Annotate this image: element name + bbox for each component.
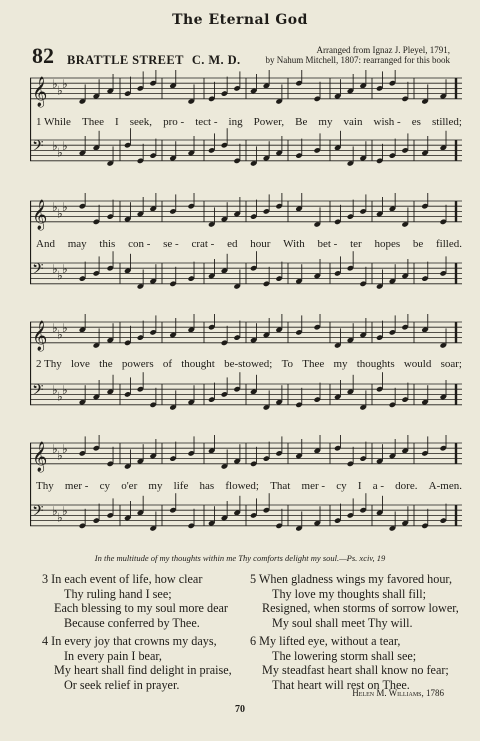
lyric-syllable: my [148,480,163,492]
stanza-line: Each blessing to my soul more dear [54,601,228,615]
flat-icon: ♭ [57,448,63,463]
flat-icon: ♭ [52,321,58,336]
lyric-syllable: dore. [395,480,418,492]
stanza-line: My soul shall meet Thy will. [272,615,413,630]
flat-icon: ♭ [52,442,58,457]
lyric-syllable: hopes [374,238,401,250]
lyric-syllable: se - [163,238,179,250]
lyric-syllable: ed [227,238,238,250]
flat-icon: ♭ [57,327,63,342]
lyric-line-2 [36,238,462,250]
lyric-syllable: I [357,480,362,492]
treble-clef-icon: 𝄞 [32,441,48,472]
lyric-line-4 [36,480,462,492]
flat-icon: ♭ [57,510,63,525]
flat-icon: ♭ [62,139,68,154]
treble-clef-icon: 𝄞 [32,320,48,351]
flat-icon: ♭ [52,383,58,398]
flat-icon: ♭ [52,262,58,277]
lyric-syllable: thoughts [356,358,395,370]
lyric-syllable: con - [128,238,151,250]
lyric-syllable: es [411,116,421,128]
lyric-syllable: wish - [373,116,401,128]
lyric-syllable: Thee [81,116,104,128]
lyric-syllable: my [318,116,333,128]
flat-icon: ♭ [57,145,63,160]
flat-icon: ♭ [57,268,63,283]
lyric-syllable: stilled; [431,116,462,128]
bass-clef-icon: 𝄢 [32,137,44,159]
flat-icon: ♭ [52,200,58,215]
flat-icon: ♭ [52,504,58,519]
lyric-syllable: ter [350,238,362,250]
lyric-syllable: soar; [440,358,462,370]
bass-clef-icon: 𝄢 [32,502,44,524]
lyric-syllable: A-men. [428,480,462,492]
stanza-line: Because conferred by Thee. [64,615,200,630]
flat-icon: ♭ [62,200,68,215]
lyric-syllable: flowed; [225,480,259,492]
lyric-syllable: cy [336,480,347,492]
lyric-syllable: seek, [129,116,153,128]
stanza-line: Or seek relief in prayer. [64,677,180,692]
lyric-syllable: has [199,480,215,492]
lyric-syllable: life [173,480,189,492]
lyric-syllable: vain [343,116,363,128]
lyric-syllable: ing [228,116,243,128]
stanza-3 [42,572,228,630]
lyric-syllable: mer - [301,480,326,492]
flat-icon: ♭ [52,139,58,154]
stanza-line: The lowering storm shall see; [272,648,417,663]
stanza-line: 3 In each event of life, how clear [42,572,203,586]
flat-icon: ♭ [62,383,68,398]
lyric-line-1 [36,116,462,128]
lyric-syllable: Thy [36,480,54,492]
bass-clef-icon: 𝄢 [32,381,44,403]
lyric-syllable: may [67,238,87,250]
stanza-line: My heart shall find delight in praise, [54,663,232,677]
stanza-line: Thy ruling hand I see; [64,586,172,601]
lyric-syllable: filled. [436,238,462,250]
flat-icon: ♭ [62,77,68,92]
credit-line-2: by Nahum Mitchell, 1807: rearranged for this book [265,55,450,65]
lyric-syllable: Thee [302,358,325,370]
section-title: The Eternal God [172,12,308,28]
flat-icon: ♭ [62,442,68,457]
lyric-syllable: Be [295,116,308,128]
flat-icon: ♭ [52,77,58,92]
scripture-quote: In the multitude of my thoughts within me Thy comforts delight my soul.—Ps. xciv, 19 [94,553,386,563]
meter: C. M. D. [191,53,241,67]
lyric-syllable: And [36,238,55,250]
lyric-syllable: That [270,480,291,492]
stanza-line: 5 When gladness wings my favored hour, [250,572,453,586]
lyric-syllable: would [403,358,432,370]
lyric-syllable: be [412,238,424,250]
stanza-line: My steadfast heart shall know no fear; [262,663,449,677]
stanza-line: That heart will rest on Thee. [272,677,410,692]
flat-icon: ♭ [57,206,63,221]
lyric-syllable: my [333,358,348,370]
stanza-line: Resigned, when storms of sorrow lower, [262,601,459,615]
hymn-number: 82 [32,43,54,68]
lyric-syllable: I [115,116,119,128]
flat-icon: ♭ [62,504,68,519]
page-number: 70 [235,704,245,715]
stanza-4 [42,634,232,692]
lyric-syllable: this [99,238,116,250]
flat-icon: ♭ [62,262,68,277]
treble-clef-icon: 𝄞 [32,76,48,107]
lyric-syllable: With [283,238,305,250]
stanza-6 [250,634,449,692]
tune-name: BRATTLE STREET [67,53,184,67]
lyric-syllable: be-stowed; [224,358,273,370]
lyric-syllable: love [71,358,90,370]
composer-credit [210,45,450,65]
lyric-syllable: To [281,358,294,370]
flat-icon: ♭ [57,83,63,98]
lyric-syllable: of [162,358,173,370]
lyric-syllable: a - [372,480,384,492]
lyric-syllable: o'er [121,480,138,492]
lyric-syllable: mer - [64,480,89,492]
lyric-syllable: powers [121,358,154,370]
treble-clef-icon: 𝄞 [32,199,48,230]
lyric-syllable: tect - [195,116,218,128]
stanza-line: 4 In every joy that crowns my days, [42,634,217,648]
flat-icon: ♭ [57,389,63,404]
lyric-syllable: pro - [163,116,185,128]
lyric-syllable: cy [99,480,111,492]
lyric-syllable: 1 While [36,116,71,128]
lyric-syllable: 2 Thy [36,358,62,370]
lyric-syllable: hour [250,238,271,250]
stanza-5 [250,572,459,630]
lyric-syllable: the [99,358,113,370]
bass-clef-icon: 𝄢 [32,260,44,282]
stanza-line: In every pain I bear, [64,648,162,663]
author-credit: Helen M. Williams, 1786 [352,688,444,698]
flat-icon: ♭ [62,321,68,336]
stanza-line: Thy love my thoughts shall fill; [272,586,427,601]
lyric-syllable: crat - [191,238,215,250]
lyric-syllable: Power, [253,116,285,128]
stanza-line: 6 My lifted eye, without a tear, [250,634,401,648]
lyric-line-3 [36,358,462,370]
lyric-syllable: bet - [317,238,338,250]
credit-line-1: Arranged from Ignaz J. Pleyel, 1791, [316,45,450,55]
lyric-syllable: thought [181,358,215,370]
